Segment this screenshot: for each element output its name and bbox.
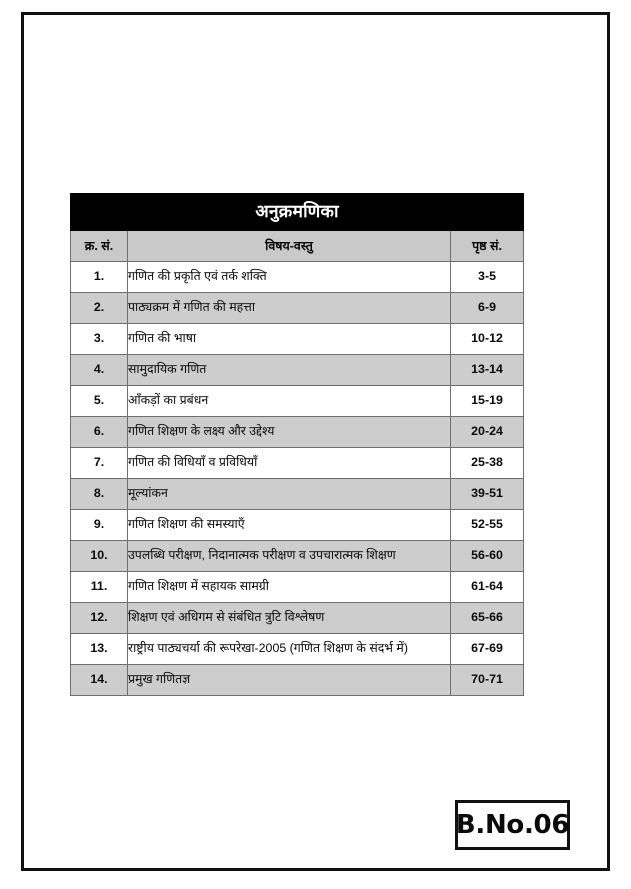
cell-topic: गणित की विधियाँ व प्रविधियाँ (128, 448, 451, 479)
cell-serial: 10. (71, 541, 128, 572)
cell-page: 65-66 (451, 603, 524, 634)
cell-topic: गणित की भाषा (128, 324, 451, 355)
cell-page: 15-19 (451, 386, 524, 417)
table-row (71, 665, 524, 696)
cell-page: 13-14 (451, 355, 524, 386)
table-of-contents (70, 193, 523, 696)
table-row (71, 324, 524, 355)
cell-serial: 6. (71, 417, 128, 448)
cell-page: 39-51 (451, 479, 524, 510)
cell-topic: गणित शिक्षण में सहायक सामग्री (128, 572, 451, 603)
cell-serial: 12. (71, 603, 128, 634)
toc-body (71, 262, 524, 696)
cell-topic: गणित शिक्षण के लक्ष्य और उद्देश्य (128, 417, 451, 448)
cell-topic: उपलब्धि परीक्षण, निदानात्मक परीक्षण व उपचारात्मक शिक्षण (128, 541, 451, 572)
cell-serial: 14. (71, 665, 128, 696)
table-row (71, 262, 524, 293)
column-header-topic: विषय-वस्तु (128, 231, 451, 262)
cell-topic: मूल्यांकन (128, 479, 451, 510)
table-row (71, 572, 524, 603)
table-row (71, 510, 524, 541)
cell-page: 6-9 (451, 293, 524, 324)
table-row (71, 541, 524, 572)
table-row (71, 417, 524, 448)
toc-title-row (71, 194, 524, 231)
cell-topic: पाठ्यक्रम में गणित की महत्ता (128, 293, 451, 324)
cell-serial: 5. (71, 386, 128, 417)
cell-serial: 7. (71, 448, 128, 479)
column-header-serial: क्र. सं. (71, 231, 128, 262)
cell-serial: 4. (71, 355, 128, 386)
cell-topic: सामुदायिक गणित (128, 355, 451, 386)
cell-serial: 2. (71, 293, 128, 324)
table-row (71, 293, 524, 324)
column-header-page: पृष्ठ सं. (451, 231, 524, 262)
cell-page: 56-60 (451, 541, 524, 572)
cell-page: 25-38 (451, 448, 524, 479)
cell-topic: गणित की प्रकृति एवं तर्क शक्ति (128, 262, 451, 293)
cell-serial: 13. (71, 634, 128, 665)
cell-page: 20-24 (451, 417, 524, 448)
table-row (71, 386, 524, 417)
table-row (71, 355, 524, 386)
cell-topic: राष्ट्रीय पाठ्यचर्या की रूपरेखा-2005 (गणित शिक्षण के संदर्भ में) (128, 634, 451, 665)
cell-topic: प्रमुख गणितज्ञ (128, 665, 451, 696)
table-row (71, 603, 524, 634)
table-row (71, 479, 524, 510)
toc-header-row (71, 231, 524, 262)
cell-serial: 1. (71, 262, 128, 293)
cell-serial: 8. (71, 479, 128, 510)
cell-topic: गणित शिक्षण की समस्याएँ (128, 510, 451, 541)
table-row (71, 448, 524, 479)
cell-topic: शिक्षण एवं अधिगम से संबंधित त्रुटि विश्लेषण (128, 603, 451, 634)
cell-page: 10-12 (451, 324, 524, 355)
cell-page: 67-69 (451, 634, 524, 665)
cell-serial: 3. (71, 324, 128, 355)
toc-title: अनुक्रमणिका (71, 194, 524, 231)
booklet-number-label: B.No.06 (455, 810, 570, 840)
cell-page: 70-71 (451, 665, 524, 696)
cell-serial: 11. (71, 572, 128, 603)
cell-serial: 9. (71, 510, 128, 541)
booklet-number-box (455, 800, 570, 850)
cell-topic: आँकड़ों का प्रबंधन (128, 386, 451, 417)
cell-page: 3-5 (451, 262, 524, 293)
cell-page: 52-55 (451, 510, 524, 541)
cell-page: 61-64 (451, 572, 524, 603)
toc-table (70, 193, 524, 696)
table-row (71, 634, 524, 665)
